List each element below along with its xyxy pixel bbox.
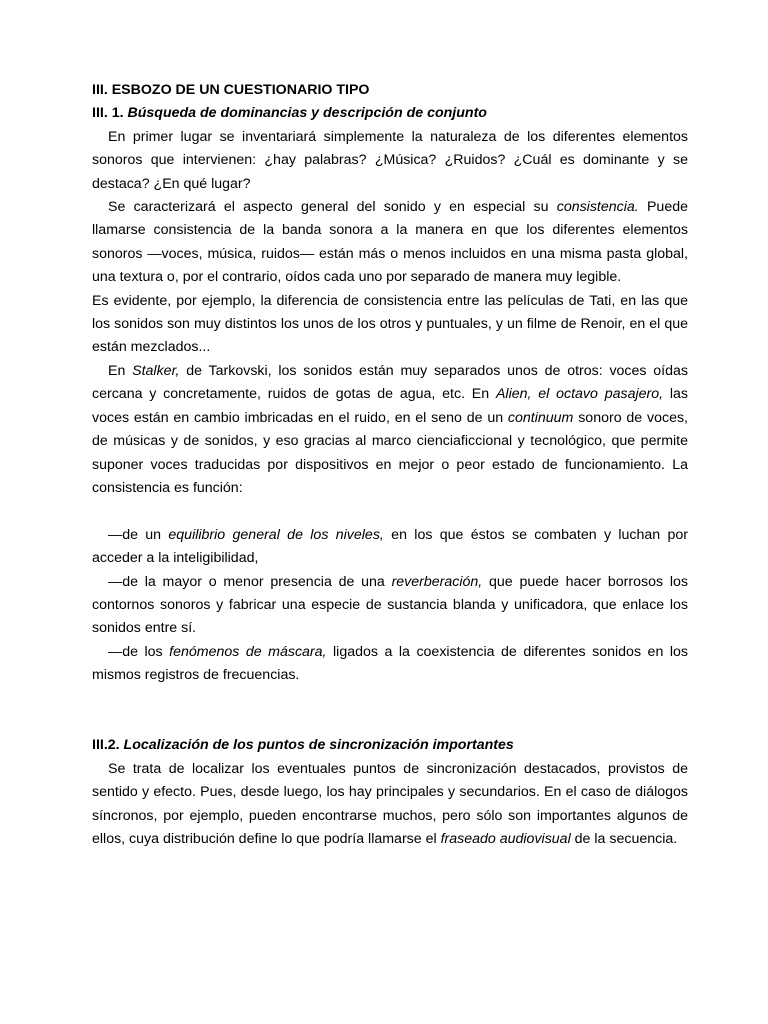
film-title: Stalker, <box>132 362 180 379</box>
paragraph-4 <box>92 360 688 500</box>
paragraph-3: Es evidente, por ejemplo, la diferencia de consistencia entre las películas de Tati, en las que los sonidos son muy distintos los unos de los otros y puntuales, y un filme de Renoir, en el que están mezclados... <box>92 292 688 356</box>
text-run: —de la mayor o menor presencia de una <box>108 573 392 590</box>
italic-term: fraseado audiovisual <box>440 830 571 847</box>
italic-term: reverberación, <box>391 573 483 590</box>
section-heading: III. ESBOZO DE UN CUESTIONARIO TIPO <box>92 82 370 98</box>
text-run: —de los <box>108 643 170 660</box>
italic-term: fenómenos de máscara, <box>169 643 327 660</box>
text-run: —de un <box>108 526 169 543</box>
subsection-number: III. 1. <box>92 105 128 122</box>
paragraph-5 <box>92 758 688 852</box>
text-run: las voces están en cambio imbricadas en el ruido, en el seno de un <box>92 386 688 426</box>
text-run: en los que éstos se combaten y luchan por acceder a la inteligibilidad, <box>92 526 688 567</box>
italic-term: equilibrio general de los niveles, <box>168 526 384 543</box>
spacer <box>92 500 688 523</box>
bullet-item-3 <box>92 641 688 688</box>
text-run: de Tarkovski, los sonidos están muy separados unos de otros: voces oídas cercana y concretamente, ruidos de gotas de agua, etc. En <box>92 362 688 403</box>
text-run: Se caracterizará el aspecto general del sonido y en especial su <box>108 199 557 216</box>
bullet-item-2 <box>92 571 688 641</box>
document-body <box>92 79 688 851</box>
film-title: Alien, el octavo pasajero, <box>495 386 664 403</box>
text-run: que puede hacer borrosos los contornos sonoros y fabricar una especie de sustancia blanda y unificadora, que enlace los sonidos entre sí. <box>92 573 688 637</box>
italic-term: continuum <box>507 409 574 426</box>
text-run: sonoro de voces, de músicas y de sonidos, y eso gracias al marco cienciaficcional y tecnológico, que permite suponer voces traducidas por dispositivos en mejor o peor estado de funcionamiento. La consistencia es función: <box>92 409 688 496</box>
bullet-item-1 <box>92 524 688 571</box>
text-run: Se trata de localizar los eventuales puntos de sincronización destacados, provistos de sentido y efecto. Pues, desde luego, los hay principales y secundarios. En el caso de diálogos síncronos, por ejemplo, pueden encontrarse muchos, pero sólo son importantes algunos de ellos, cuya distribución define lo que podría llamarse el <box>92 760 688 847</box>
italic-term: consistencia. <box>556 199 639 216</box>
paragraph-1: En primer lugar se inventariará simplemente la naturaleza de los diferentes elementos sonoros que intervienen: ¿hay palabras? ¿Música? ¿Ruidos? ¿Cuál es dominante y se destaca? ¿En qué lugar? <box>92 128 688 192</box>
text-run: ligados a la coexistencia de diferentes sonidos en los mismos registros de frecuencias. <box>92 643 688 684</box>
text-run: de la secuencia. <box>570 830 678 847</box>
spacer <box>92 688 688 735</box>
paragraph-2 <box>92 196 688 290</box>
subsection-title: Búsqueda de dominancias y descripción de conjunto <box>127 105 487 122</box>
subsection-heading-2 <box>92 734 688 757</box>
subsection-heading-1 <box>92 102 688 125</box>
text-run: Puede llamarse consistencia de la banda sonora a la manera en que los diferentes elementos sonoros —voces, música, ruidos— están más o menos incluidos en una misma pasta global, una textura o, por el contrario, oídos cada uno por separado de manera muy legible. <box>92 199 688 286</box>
subsection-title: Localización de los puntos de sincronización importantes <box>123 737 514 754</box>
text-run: En <box>108 362 133 379</box>
subsection-number: III.2. <box>92 737 124 754</box>
